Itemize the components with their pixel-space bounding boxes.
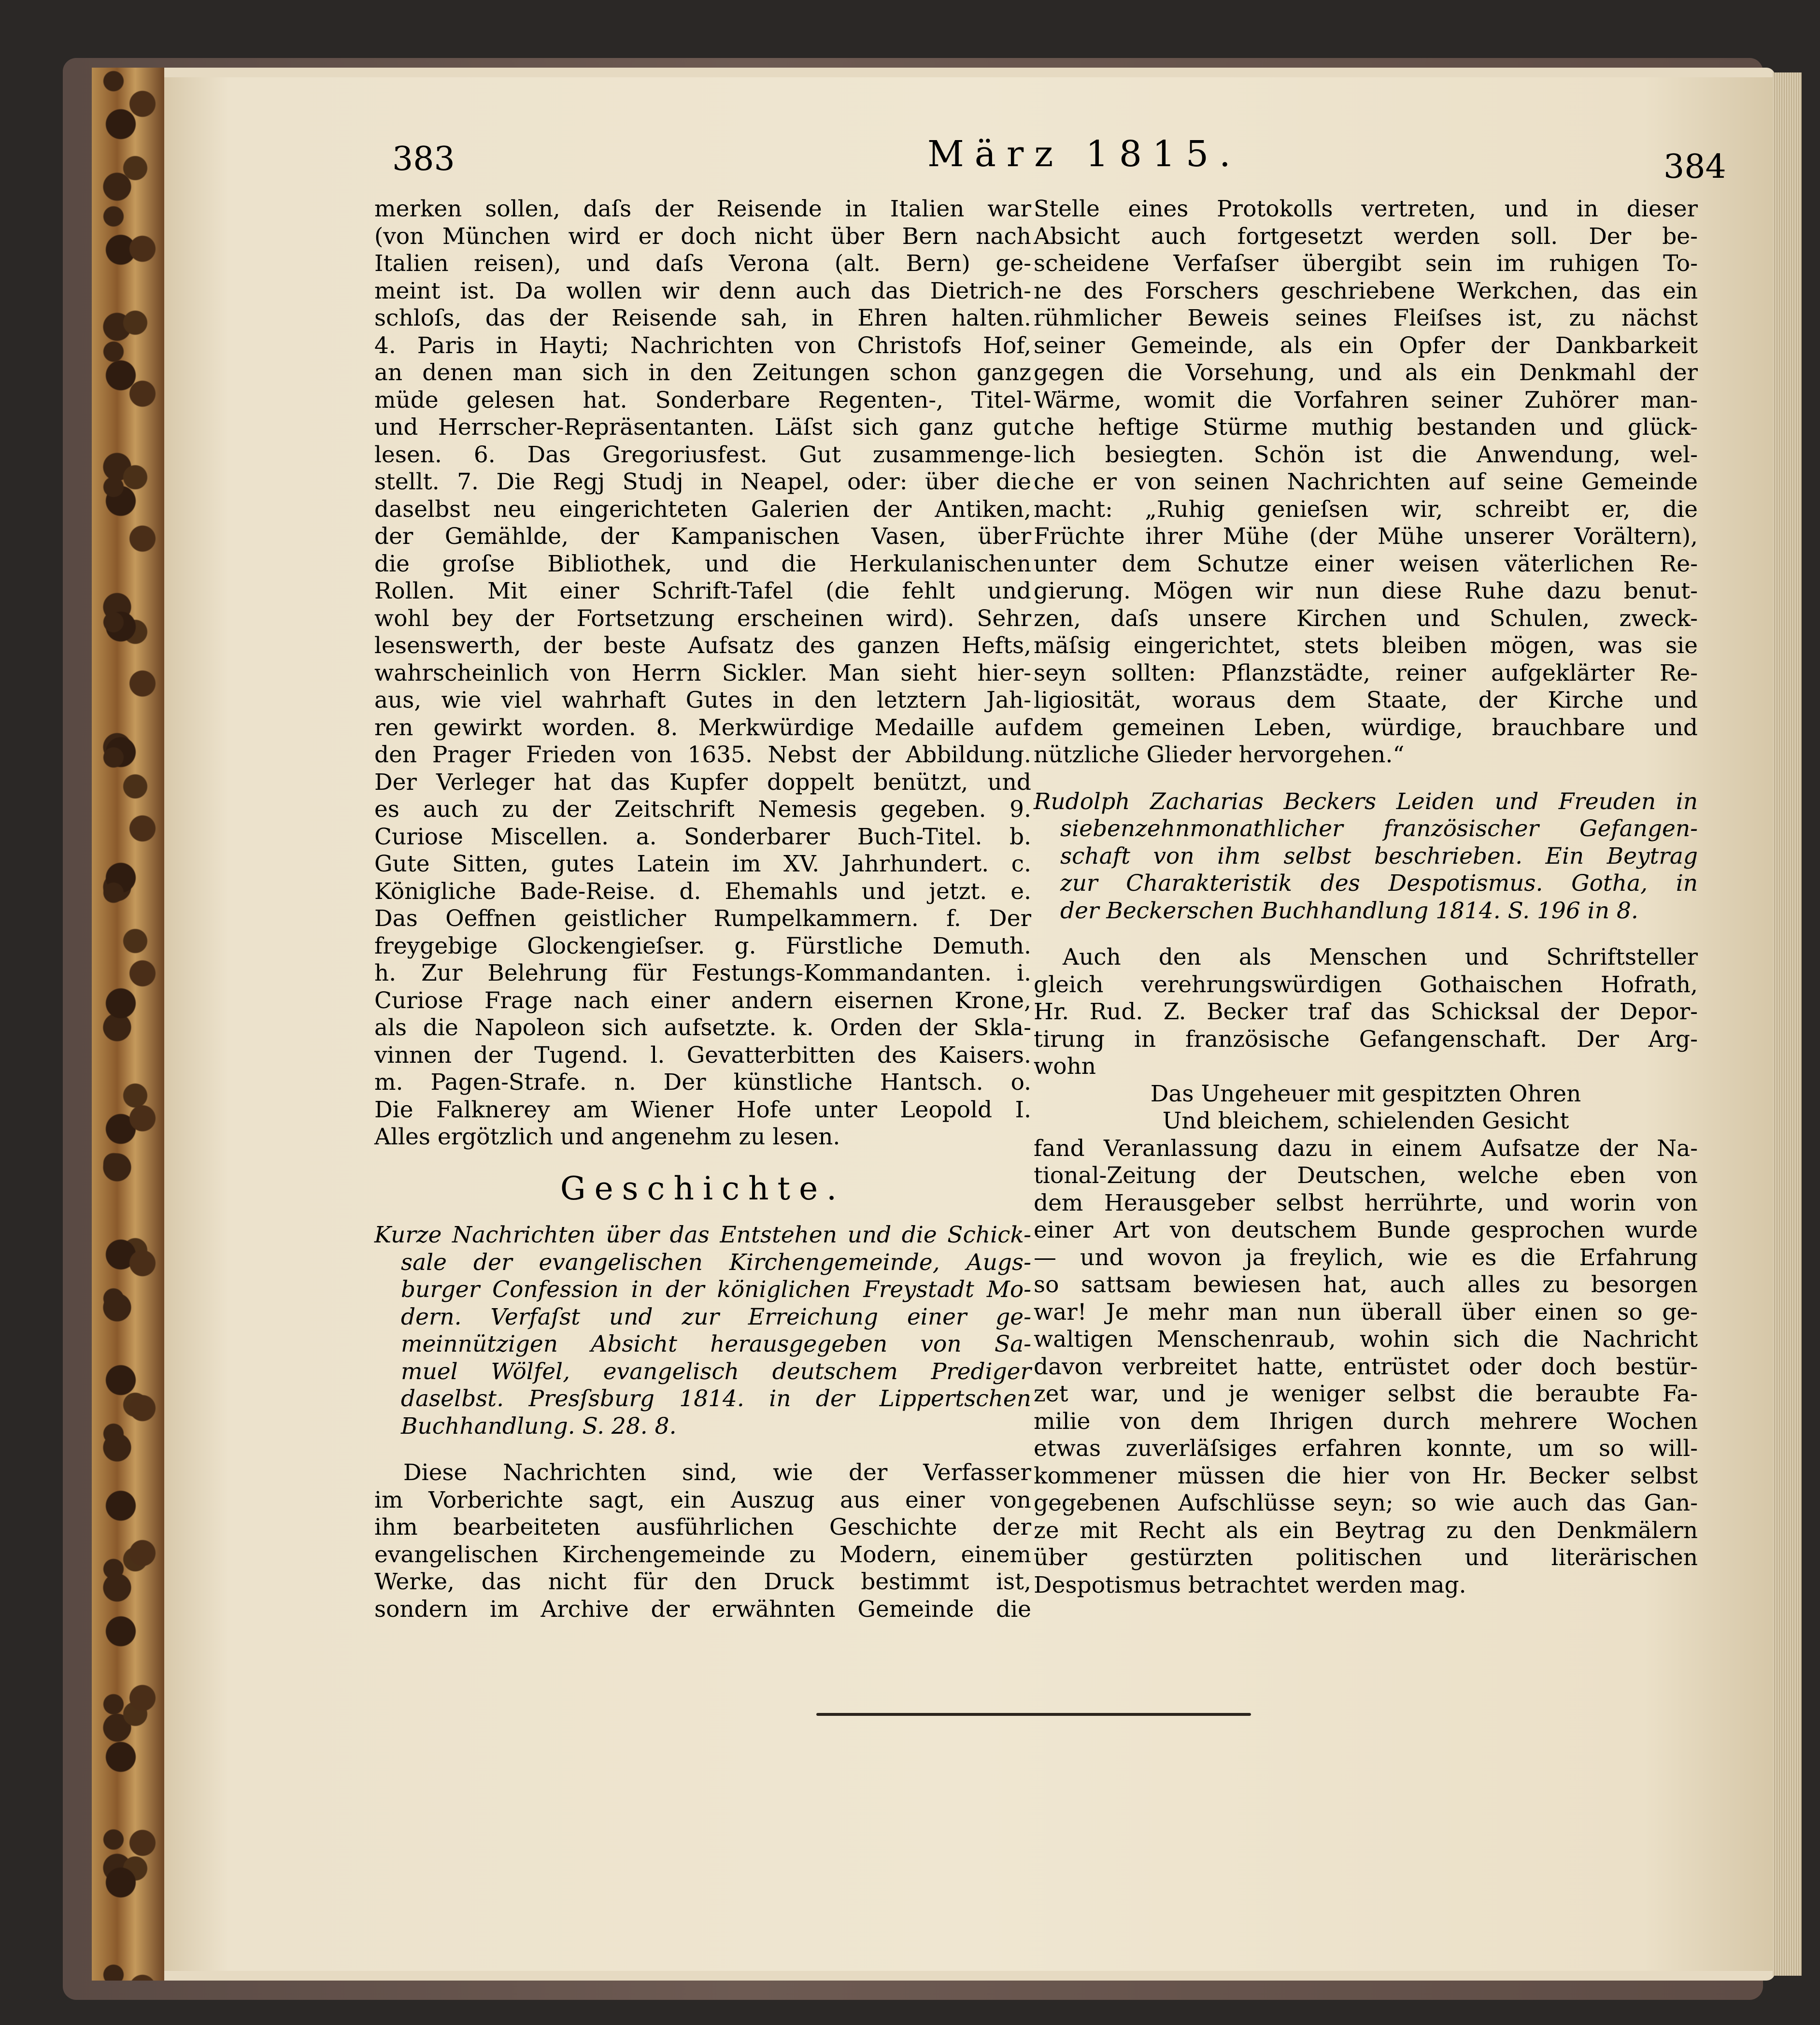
- text-line: seiner Gemeinde, als ein Opfer der Dankbarkeit: [1034, 332, 1698, 359]
- text-line: im Vorberichte sagt, ein Auszug aus einer von: [374, 1486, 1031, 1513]
- running-title: März 1815.: [927, 133, 1241, 175]
- text-line: sondern im Archive der erwähnten Gemeinde die: [374, 1596, 1031, 1623]
- left-citation: [374, 1222, 1031, 1440]
- citation-line: Buchhandlung. S. 28. 8.: [401, 1412, 677, 1440]
- text-line: über gestürzten politischen und literärischen: [1034, 1544, 1698, 1571]
- text-line: — und wovon ja freylich, wie es die Erfahrung: [1034, 1244, 1698, 1271]
- spacer: [374, 1440, 1031, 1459]
- text-line: Curiose Frage nach einer andern eisernen Krone,: [374, 987, 1031, 1014]
- text-line: Früchte ihrer Mühe (der Mühe unserer Vorältern),: [1034, 523, 1698, 550]
- text-line: etwas zuverläſsiges erfahren konnte, um so will-: [1034, 1435, 1698, 1462]
- text-line: nützliche Glieder hervorgehen.“: [1034, 742, 1405, 768]
- section-heading: Geschichte.: [560, 1169, 846, 1207]
- text-line: dem gemeinen Leben, würdige, brauchbare und: [1034, 714, 1698, 741]
- citation-line: burger Confession in der königlichen Freystadt Mo-: [401, 1276, 1031, 1303]
- text-line: aus, wie viel wahrhaft Gutes in den letztern Jah-: [374, 687, 1031, 713]
- text-line: Curiose Miscellen. a. Sonderbarer Buch-Titel. b.: [374, 823, 1031, 850]
- text-line: macht: „Ruhig genieſsen wir, schreibt er, die: [1034, 496, 1698, 523]
- text-line: unter dem Schutze einer weisen väterlichen Re-: [1034, 550, 1698, 577]
- text-line: wohn: [1034, 1053, 1096, 1080]
- text-line: che heftige Stürme muthig bestanden und glück-: [1034, 414, 1698, 441]
- text-line: Italien reisen), und daſs Verona (alt. Bern) ge-: [374, 250, 1031, 277]
- text-line: rühmlicher Beweis seines Fleiſses ist, zu nächst: [1034, 305, 1698, 331]
- text-line: seyn sollten: Pflanzstädte, reiner aufgeklärter Re-: [1034, 659, 1698, 686]
- text-line: Hr. Rud. Z. Becker traf das Schicksal der Depor-: [1034, 998, 1698, 1025]
- text-line: war! Je mehr man nun überall über einen so ge-: [1034, 1298, 1698, 1326]
- text-line: gleich verehrungswürdigen Gothaischen Hofrath,: [1034, 971, 1698, 998]
- text-line: Alles ergötzlich und angenehm zu lesen.: [374, 1124, 840, 1150]
- citation-line: meinnützigen Absicht herausgegeben von Sa-: [401, 1331, 1031, 1357]
- text-line: Stelle eines Protokolls vertreten, und in dieser: [1034, 196, 1698, 222]
- text-line: schloſs, das der Reisende sah, in Ehren halten.: [374, 305, 1031, 331]
- text-line: wahrscheinlich von Herrn Sickler. Man sieht hier-: [374, 659, 1031, 686]
- text-line: den Prager Frieden von 1635. Nebst der Abbildung.: [374, 742, 1031, 768]
- verse-line: Das Ungeheuer mit gespitzten Ohren: [1150, 1080, 1581, 1107]
- right-top-text: [1034, 196, 1698, 769]
- text-line: vinnen der Tugend. l. Gevatterbitten des Kaisers.: [374, 1041, 1031, 1069]
- text-line: Das Oeffnen geistlicher Rumpelkammern. f. Der: [374, 905, 1031, 932]
- text-line: dem Herausgeber selbst herrührte, und worin von: [1034, 1189, 1698, 1216]
- text-line: Absicht auch fortgesetzt werden soll. Der be-: [1034, 223, 1698, 250]
- text-line: (von München wird er doch nicht über Bern nach: [374, 223, 1031, 250]
- text-line: milie von dem Ihrigen durch mehrere Wochen: [1034, 1408, 1698, 1435]
- text-line: wohl bey der Fortsetzung erscheinen wird). Sehr: [374, 605, 1031, 632]
- text-line: davon verbreitet hatte, entrüstet oder doch bestür-: [1034, 1353, 1698, 1380]
- text-line: meint ist. Da wollen wir denn auch das Dietrich-: [374, 277, 1031, 304]
- text-line: und Herrscher-Repräsentanten. Läſst sich ganz gut: [374, 414, 1031, 441]
- text-line: ren gewirkt worden. 8. Merkwürdige Medaille auf: [374, 714, 1031, 741]
- text-line: stellt. 7. Die Regj Studj in Neapel, oder: über die: [374, 469, 1031, 495]
- text-line: Diese Nachrichten sind, wie der Verfasser: [403, 1459, 1031, 1486]
- text-line: es auch zu der Zeitschrift Nemesis gegeben. 9.: [374, 796, 1031, 823]
- text-line: tional-Zeitung der Deutschen, welche eben von: [1034, 1162, 1698, 1189]
- text-line: kommener müssen die hier von Hr. Becker selbst: [1034, 1462, 1698, 1489]
- text-line: ligiosität, woraus dem Staate, der Kirche und: [1034, 687, 1698, 713]
- text-line: ze mit Recht als ein Beytrag zu den Denkmälern: [1034, 1517, 1698, 1544]
- verse: [1034, 1081, 1698, 1135]
- text-line: als die Napoleon sich aufsetzte. k. Orden der Skla-: [374, 1014, 1031, 1041]
- page-number-left: 383: [392, 140, 455, 178]
- text-line: lesen. 6. Das Gregoriusfest. Gut zusammenge-: [374, 441, 1031, 468]
- right-column: [1034, 196, 1698, 1599]
- spacer: [1034, 925, 1698, 944]
- text-line: zet war, und je weniger selbst die beraubte Fa-: [1034, 1381, 1698, 1407]
- right-body-text-2: [1034, 1135, 1698, 1599]
- end-rule: [816, 1713, 1251, 1716]
- text-line: ihm bearbeiteten ausführlichen Geschichte der: [374, 1514, 1031, 1540]
- text-line: waltigen Menschenraub, wohin sich die Nachricht: [1034, 1326, 1698, 1353]
- citation-line: sale der evangelischen Kirchengemeinde, Augs-: [401, 1249, 1031, 1276]
- text-line: gegen die Vorsehung, und als ein Denkmahl der: [1034, 359, 1698, 386]
- text-line: lesenswerth, der beste Aufsatz des ganzen Hefts,: [374, 632, 1031, 659]
- citation-line: Kurze Nachrichten über das Entstehen und die Schick-: [374, 1222, 1031, 1248]
- text-line: gierung. Mögen wir nun diese Ruhe dazu benut-: [1034, 578, 1698, 604]
- text-line: an denen man sich in den Zeitungen schon ganz: [374, 359, 1031, 386]
- page-number-right: 384: [1664, 148, 1726, 186]
- spacer: [1034, 769, 1698, 788]
- citation-line: siebenzehnmonathlicher französischer Gefangen-: [1060, 815, 1698, 842]
- text-line: che er von seinen Nachrichten auf seine Gemeinde: [1034, 469, 1698, 495]
- text-line: zen, daſs unsere Kirchen und Schulen, zweck-: [1034, 605, 1698, 632]
- text-line: lich besiegten. Schön ist die Anwendung, wel-: [1034, 441, 1698, 468]
- text-line: freygebige Glockengieſser. g. Fürstliche Demuth.: [374, 932, 1031, 959]
- text-line: h. Zur Belehrung für Festungs-Kommandanten. i.: [374, 960, 1031, 986]
- text-line: Der Verleger hat das Kupfer doppelt benützt, und: [374, 769, 1031, 796]
- citation-line: Rudolph Zacharias Beckers Leiden und Freuden in: [1034, 788, 1698, 815]
- text-line: Königliche Bade-Reise. d. Ehemahls und jetzt. e.: [374, 878, 1031, 905]
- right-body-text-1: [1034, 944, 1698, 1081]
- citation-line: schaft von ihm selbst beschrieben. Ein Beytrag: [1060, 842, 1698, 870]
- text-line: merken sollen, daſs der Reisende in Italien war: [374, 196, 1031, 222]
- text-line: müde gelesen hat. Sonderbare Regenten-, Titel-: [374, 386, 1031, 414]
- citation-line: der Beckerschen Buchhandlung 1814. S. 196 in 8.: [1060, 897, 1638, 924]
- citation-line: muel Wölfel, evangelisch deutschem Prediger: [401, 1358, 1031, 1385]
- page-stack-edge: [1773, 72, 1802, 1976]
- text-line: so sattsam bewiesen hat, auch alles zu besorgen: [1034, 1271, 1698, 1298]
- right-citation: [1034, 788, 1698, 925]
- text-line: Gute Sitten, gutes Latein im XV. Jahrhundert. c.: [374, 851, 1031, 877]
- text-line: der Gemählde, der Kampanischen Vasen, über: [374, 523, 1031, 550]
- text-line: Wärme, womit die Vorfahren seiner Zuhörer man-: [1034, 386, 1698, 414]
- text-line: ne des Forschers geschriebene Werkchen, das ein: [1034, 277, 1698, 304]
- text-line: gegebenen Aufschlüsse seyn; so wie auch das Gan-: [1034, 1490, 1698, 1516]
- text-line: tirung in französische Gefangenschaft. Der Arg-: [1034, 1026, 1698, 1053]
- marbled-page-edge: [92, 68, 164, 1981]
- text-line: m. Pagen-Strafe. n. Der künstliche Hantsch. o.: [374, 1069, 1031, 1096]
- text-line: Auch den als Menschen und Schriftsteller: [1063, 944, 1698, 970]
- text-line: mäſsig eingerichtet, stets bleiben mögen, was sie: [1034, 632, 1698, 659]
- text-line: Die Falknerey am Wiener Hofe unter Leopold I.: [374, 1096, 1031, 1123]
- citation-line: zur Charakteristik des Despotismus. Gotha, in: [1060, 870, 1698, 897]
- text-line: fand Veranlassung dazu in einem Aufsatze der Na-: [1034, 1135, 1698, 1162]
- text-line: einer Art von deutschem Bunde gesprochen wurde: [1034, 1217, 1698, 1243]
- text-line: 4. Paris in Hayti; Nachrichten von Christofs Hof,: [374, 332, 1031, 359]
- text-line: scheidene Verfaſser übergibt sein im ruhigen To-: [1034, 250, 1698, 277]
- text-line: die groſse Bibliothek, und die Herkulanischen: [374, 550, 1031, 577]
- text-line: Despotismus betrachtet werden mag.: [1034, 1571, 1466, 1598]
- left-top-text: [374, 196, 1031, 1151]
- citation-line: daselbst. Presſsburg 1814. in der Lippertschen: [401, 1385, 1031, 1412]
- citation-line: dern. Verfaſst und zur Erreichung einer ge-: [401, 1303, 1031, 1330]
- text-line: Rollen. Mit einer Schrift-Tafel (die fehlt und: [374, 578, 1031, 604]
- left-body-text: [374, 1459, 1031, 1623]
- text-line: Werke, das nicht für den Druck bestimmt ist,: [374, 1569, 1031, 1595]
- text-line: evangelischen Kirchengemeinde zu Modern, einem: [374, 1541, 1031, 1568]
- verse-line: Und bleichem, schielenden Gesicht: [1162, 1108, 1569, 1134]
- text-line: daselbst neu eingerichteten Galerien der Antiken,: [374, 496, 1031, 523]
- left-column: [374, 196, 1031, 1623]
